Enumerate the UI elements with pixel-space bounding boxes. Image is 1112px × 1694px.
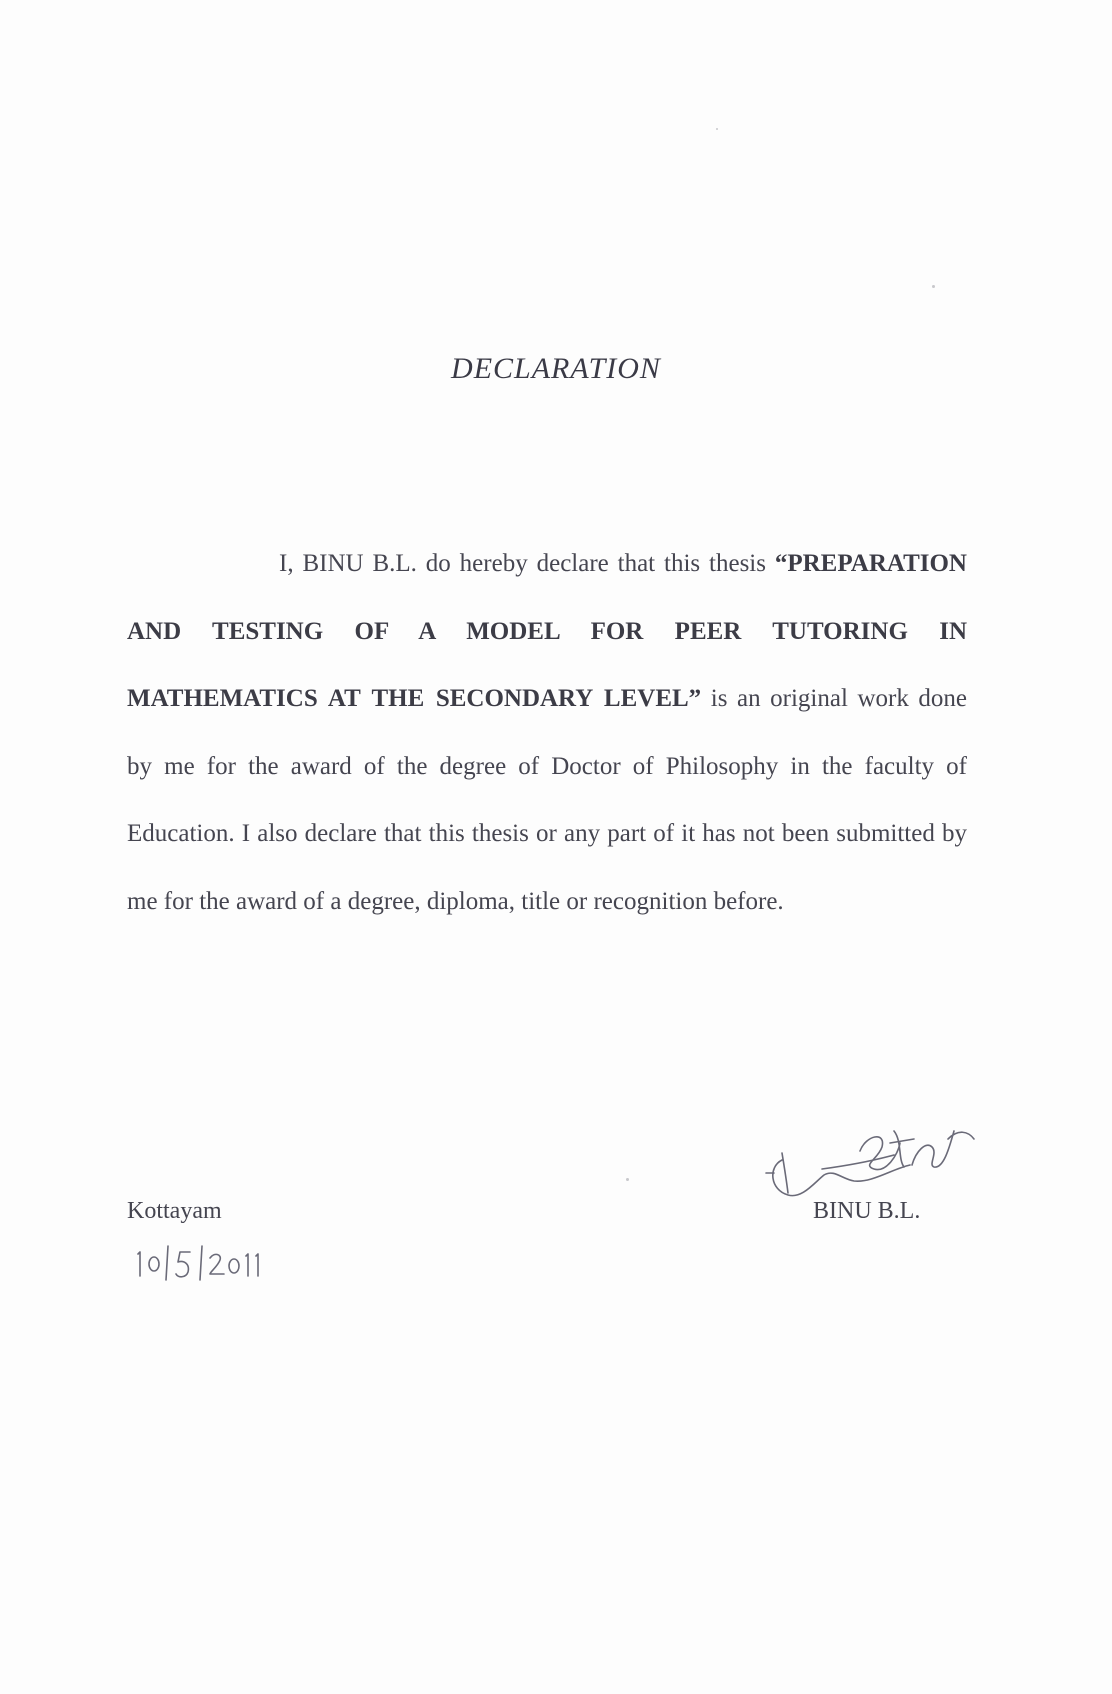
declaration-paragraph <box>127 530 967 935</box>
page-title: DECLARATION <box>451 352 661 385</box>
scan-speck <box>626 1178 629 1181</box>
declaration-intro: I, BINU B.L. do hereby declare that this thesis <box>279 550 775 577</box>
handwritten-date <box>132 1242 282 1282</box>
place-label: Kottayam <box>127 1198 222 1224</box>
handwritten-signature <box>762 1095 1032 1205</box>
signatory-name: BINU B.L. <box>813 1198 921 1224</box>
scan-speck <box>716 128 718 130</box>
scan-speck <box>932 285 935 288</box>
declaration-body: is an original work done by me for the award of the degree of Doctor of Philosophy in the faculty of Education. I also declare that this thesis or any part of it has not been submitted by me for the award of a degree, diploma, title or recognition before. <box>127 685 967 915</box>
thesis-title: “PREPARATION AND TESTING OF A MODEL FOR PEER TUTORING IN MATHEMATICS AT THE SECONDARY LEVEL” <box>127 550 967 712</box>
